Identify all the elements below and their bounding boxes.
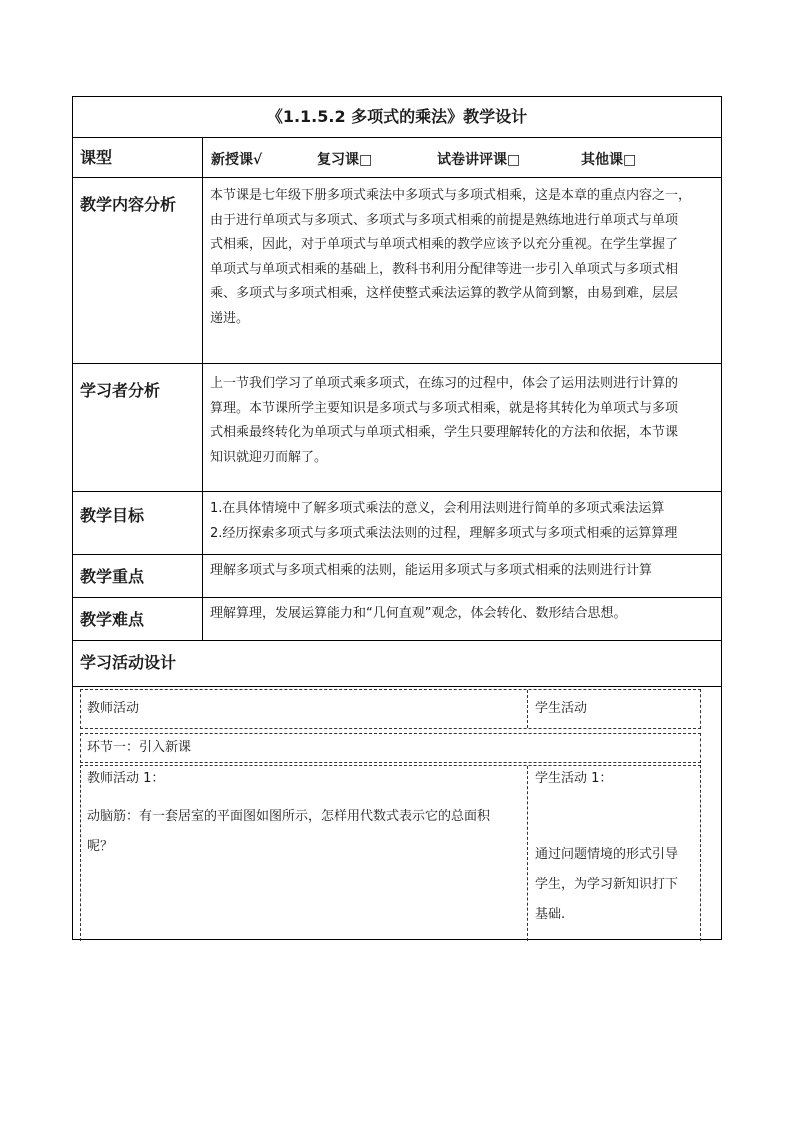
text-line: 算理。本节课所学主要知识是多项式与多项式相乘，就是将其转化为单项式与多项 [210, 400, 679, 416]
difficulties-row [73, 598, 721, 641]
key-points-label: 教学重点 [73, 555, 203, 597]
student-activity-text [535, 840, 699, 930]
objectives-row [73, 492, 721, 555]
activity-design-row [73, 641, 721, 687]
key-points-text: 理解多项式与多项式相乘的法则，能运用多项式与多项式相乘的法则进行计算 [210, 563, 653, 578]
objectives-label: 教学目标 [73, 492, 203, 554]
text-line: 知识就迎刃而解了。 [210, 449, 328, 465]
text-line: 递进。 [210, 310, 250, 326]
text-line: 1.在具体情境中了解多项式乘法的意义，会利用法则进行简单的多项式乘法运算 [210, 501, 665, 516]
learner-analysis-row [73, 364, 721, 492]
text-line: 2.经历探索多项式与多项式乘法法则的过程，理解多项式与多项式相乘的运算算理 [210, 525, 678, 541]
difficulties-text: 理解算理，发展运算能力和“几何直观”观念，体会转化、数形结合思想。 [210, 606, 627, 621]
activity-content-cell [80, 765, 701, 941]
content-analysis-label: 教学内容分析 [73, 178, 203, 363]
text-line: 上一节我们学习了单项式乘多项式，在练习的过程中，体会了运用法则进行计算的 [210, 376, 679, 391]
course-type-row [73, 138, 721, 178]
section-title: 环节一：引入新课 [87, 740, 192, 755]
course-type-review: 复习课□ [317, 152, 373, 168]
learner-analysis-label: 学习者分析 [73, 364, 203, 491]
text-line: 乘、多项式与多项式相乘，这样使整式乘法运算的教学从简到繁，由易到难，层层 [210, 286, 679, 301]
column-divider [527, 766, 528, 941]
text-line: 由于进行单项式与多项式、多项式与多项式相乘的前提是熟练地进行单项式与单项 [210, 212, 679, 228]
teacher-activity-header: 教师活动 [87, 701, 140, 716]
text-line: 呢？ [87, 839, 114, 854]
content-analysis-row [73, 178, 721, 364]
course-type-exam-review: 试卷讲评课□ [437, 152, 521, 168]
text-line: 动脑筋：有一套居室的平面图如图所示，怎样用代数式表示它的总面积 [87, 809, 491, 824]
lesson-plan-table [72, 96, 722, 940]
title-row [73, 97, 721, 138]
column-divider [527, 690, 528, 728]
teacher-activity-text [87, 802, 523, 862]
learner-analysis-text [210, 372, 715, 470]
student-activity-header: 学生活动 [535, 701, 588, 716]
section-cell [80, 733, 701, 763]
text-line: 本节课是七年级下册多项式乘法中多项式与多项式相乘，这是本章的重点内容之一， [210, 188, 692, 203]
key-points-row [73, 555, 721, 598]
text-line: 基础. [535, 907, 566, 922]
text-line: 通过问题情境的形式引导 [535, 847, 679, 862]
course-type-new: 新授课√ [211, 152, 263, 168]
objectives-text [210, 497, 715, 546]
activity-design-label: 学习活动设计 [80, 653, 177, 672]
course-type-other: 其他课□ [581, 152, 637, 168]
course-type-label: 课型 [73, 138, 203, 177]
teacher-activity-title: 教师活动 1： [87, 771, 165, 786]
content-analysis-text [210, 184, 715, 331]
text-line: 单项式与单项式相乘的基础上，教科书利用分配律等进一步引入单项式与多项式相 [210, 261, 679, 277]
page-title: 《1.1.5.2 多项式的乘法》教学设计 [266, 107, 528, 126]
difficulties-label: 教学难点 [73, 598, 203, 640]
text-line: 式相乘，因此，对于单项式与单项式相乘的教学应该予以充分重视。在学生掌握了 [210, 237, 679, 252]
activity-header-cell [80, 689, 701, 729]
text-line: 式相乘最终转化为单项式与单项式相乘，学生只要理解转化的方法和依据，本节课 [210, 425, 679, 440]
student-activity-title: 学生活动 1： [535, 771, 613, 786]
text-line: 学生，为学习新知识打下 [535, 877, 679, 892]
